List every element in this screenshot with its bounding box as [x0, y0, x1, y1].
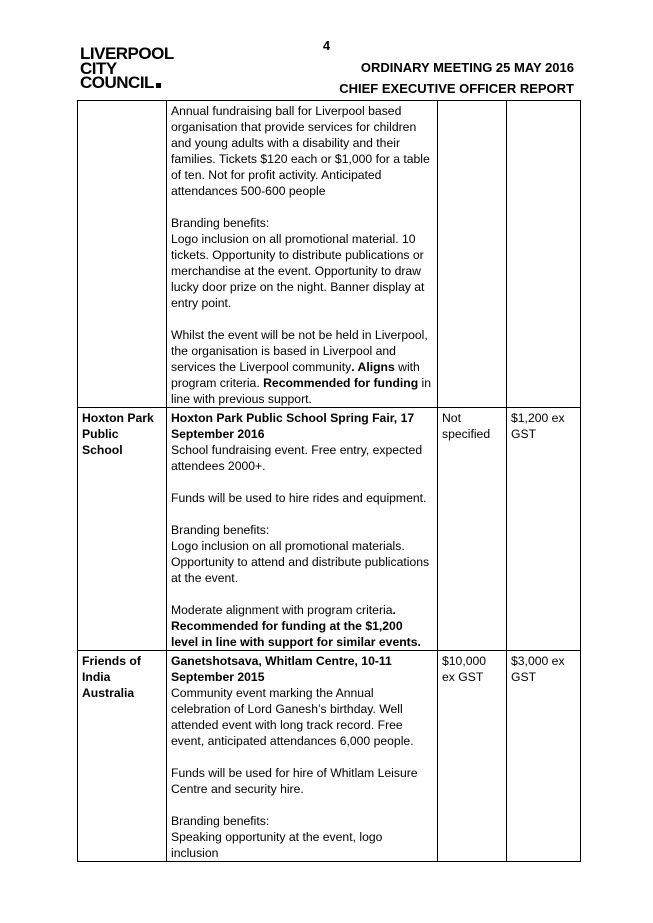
council-logo — [80, 44, 174, 92]
branding-heading: Branding benefits: — [171, 523, 270, 537]
description-text: Community event marking the Annual celebration of Lord Ganesh’s birthday. Well attended event with long track record. Free event, anticipated attendances 6,000 people. — [171, 686, 414, 748]
funds-text: Funds will be used to hire rides and equipment. — [171, 491, 427, 505]
event-title: Hoxton Park Public School Spring Fair, 17 September 2016 — [171, 411, 415, 441]
funding-table — [77, 100, 581, 862]
logo-dot-icon — [156, 83, 161, 88]
requested-cell: Not specified — [438, 408, 507, 651]
logo-line-2: CITY — [80, 58, 117, 78]
description-text: School fundraising event. Free entry, expected attendees 2000+. — [171, 443, 423, 473]
logo-line-3 — [80, 73, 174, 92]
recommended-cell — [507, 101, 581, 408]
branding-heading: Branding benefits: — [171, 814, 270, 828]
page-number: 4 — [322, 38, 331, 53]
table-row — [78, 101, 581, 408]
logo-line-1: LIVERPOOL — [80, 44, 174, 63]
event-title: Ganetshotsava, Whitlam Centre, 10-11 September 2015 — [171, 654, 392, 684]
org-cell: Hoxton Park Public School — [78, 408, 167, 651]
funds-text: Funds will be used for hire of Whitlam Leisure Centre and security hire. — [171, 766, 418, 796]
table-row — [78, 651, 581, 862]
alignment-text-main: Moderate alignment with program criteria — [171, 603, 393, 617]
report-title: CHIEF EXECUTIVE OFFICER REPORT — [339, 81, 574, 96]
recommendation-text: Recommended for funding at the $1,200 level in line with support for similar events. — [171, 619, 421, 649]
description-cell — [167, 408, 438, 651]
requested-cell — [438, 101, 507, 408]
branding-heading: Branding benefits: — [171, 216, 270, 230]
branding-text: Speaking opportunity at the event, logo inclusion — [171, 830, 383, 860]
alignment-period: . — [351, 360, 358, 374]
description-cell — [167, 101, 438, 408]
branding-text: Logo inclusion on all promotional materials. Opportunity to attend and distribute publications at the event. — [171, 539, 430, 585]
alignment-text — [171, 602, 433, 618]
recommended-bold: Recommended for funding — [263, 376, 419, 390]
criteria-text: with program criteria. — [171, 360, 420, 390]
recommendation-text — [171, 327, 433, 407]
aligns-bold: Aligns — [357, 360, 395, 374]
alignment-text: Whilst the event will be not be held in Liverpool, the organisation is based in Liverpool and services the Liverpool community — [171, 328, 428, 374]
description-text: Annual fundraising ball for Liverpool based organisation that provide services for children and young adults with a disability and their families. Tickets $120 each or $1,000 for a table of ten. Not for profit activity. Anticipated attendances 500-600 people — [171, 104, 430, 198]
meeting-title: ORDINARY MEETING 25 MAY 2016 — [360, 60, 574, 75]
alignment-period: . — [392, 603, 396, 617]
requested-cell: $10,000 ex GST — [438, 651, 507, 862]
table-row — [78, 408, 581, 651]
recommended-cell: $1,200 ex GST — [507, 408, 581, 651]
org-cell: Friends of India Australia — [78, 651, 167, 862]
logo-line-3-text: COUNCIL — [80, 73, 154, 92]
org-cell — [78, 101, 167, 408]
description-cell — [167, 651, 438, 862]
recommended-cell: $3,000 ex GST — [507, 651, 581, 862]
branding-text: Logo inclusion on all promotional material. 10 tickets. Opportunity to distribute publications or merchandise at the event. Opportunity to draw lucky door prize on the night. Banner display at entry point. — [171, 232, 425, 310]
previous-support-text: in line with previous support. — [171, 376, 432, 406]
